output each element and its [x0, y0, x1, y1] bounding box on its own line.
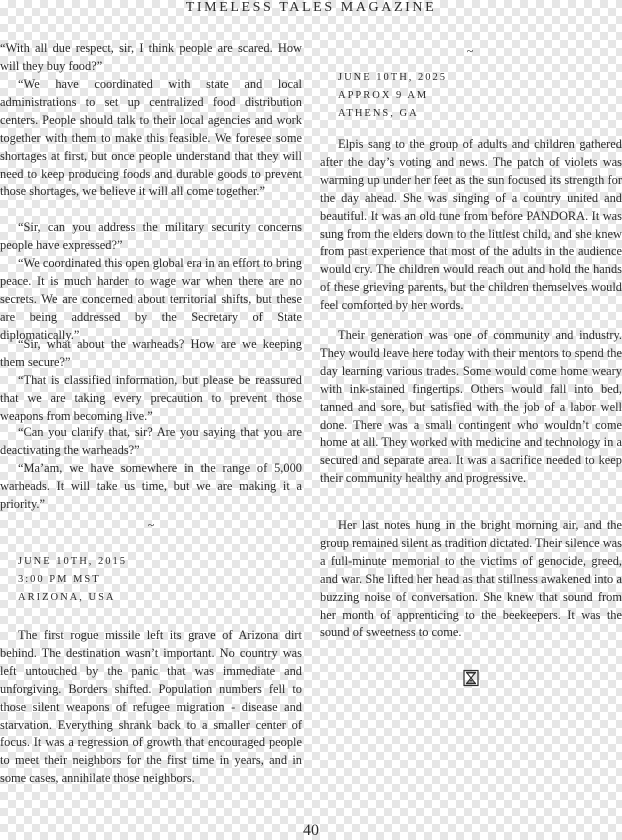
- paragraph: “That is classified information, but please be reassured that we are taking every precaution to prevent those weapons from becoming live.”: [0, 373, 302, 423]
- magazine-title: TIMELESS TALES MAGAZINE: [185, 0, 437, 15]
- dateline-date: JUNE 10TH, 2025: [338, 72, 448, 83]
- dateline-date: JUNE 10TH, 2015: [18, 556, 128, 567]
- paragraph: “Ma’am, we have somewhere in the range of 5,000 warheads. It will take us time, but we are making it a priority.”: [0, 461, 302, 511]
- paragraph: “Sir, can you address the military security concerns people have expressed?”: [0, 220, 302, 252]
- section-separator: ~: [466, 44, 474, 58]
- paragraph: The first rogue missile left its grave of Arizona dirt behind. The destination wasn’t important. No country was left untouched by the panic that was immediate and unforgiving. Borders shifted. Population numbers fell to those silent weapons of refugee migration - disease and starvation. Everything shrank back to a smaller center of focus. It was a regression of growth that encouraged people to meet their neighbors for the first time in years, and in some cases, annihilate those neighbors.: [0, 628, 302, 786]
- paragraph: “With all due respect, sir, I think people are scared. How will they buy food?”: [0, 41, 302, 73]
- dateline-time: APPROX 9 AM: [338, 90, 429, 101]
- paragraph: Her last notes hung in the bright morning air, and the group remained silent as tradition dictated. Their silence was a full-minute memorial to the victims of genocide, greed, and war. She lifted her head as that stillness awakened into a buzzing noise of conversation. She knew that sound from her month of apprenticing to the beekeepers. It was the sound of sweetness to come.: [320, 518, 622, 640]
- dateline-place: ATHENS, GA: [338, 108, 419, 119]
- paragraph: Elpis sang to the group of adults and children gathered after the day’s voting and news. The patch of violets was warming up under her feet as the sun focused its strength for the day ahead. She was singing of a country united and beautiful. It was an old tune from before PANDORA. It was sung from the elders down to the littlest child, and she knew from past experience that most of the adults in the audience would cry. The children would reach out and hold the hands of these grieving parents, but the children themselves would feel comforted by her words.: [320, 137, 622, 313]
- paragraph: “Can you clarify that, sir? Are you saying that you are deactivating the warheads?”: [0, 425, 302, 457]
- dateline-time: 3:00 PM MST: [18, 574, 101, 585]
- hourglass-icon: [462, 669, 480, 687]
- paragraph: “We have coordinated with state and local administrations to set up centralized food distribution centers. People should talk to their local agencies and work together with them to make this feasible. We foresee some shortages at first, but once people understand that they will need to keep producing foods and durable goods to prevent those shortages, we believe it will all come together.”: [0, 77, 302, 199]
- dateline-place: ARIZONA, USA: [18, 592, 116, 603]
- page-number: 40: [303, 822, 319, 839]
- paragraph: Their generation was one of community and industry. They would leave here today with their mentors to spend the day learning various trades. Some would come home weary with ink-stained fingertips. Others would fall into bed, tanned and sore, but satisfied with the job of a labor well done. There was a small contingent who wouldn’t come home at all. They worked with medicine and technology in a secured and separate area. It was a sacrifice needed to keep their community healthy and progressive.: [320, 328, 622, 486]
- section-separator: ~: [147, 518, 155, 532]
- paragraph: “We coordinated this open global era in an effort to bring peace. It is much harder to wage war when there are no secrets. We are concerned about territorial shifts, but these are being addressed by the Secretary of State diplomatically.”: [0, 256, 302, 342]
- paragraph: “Sir, what about the warheads? How are we keeping them secure?”: [0, 337, 302, 369]
